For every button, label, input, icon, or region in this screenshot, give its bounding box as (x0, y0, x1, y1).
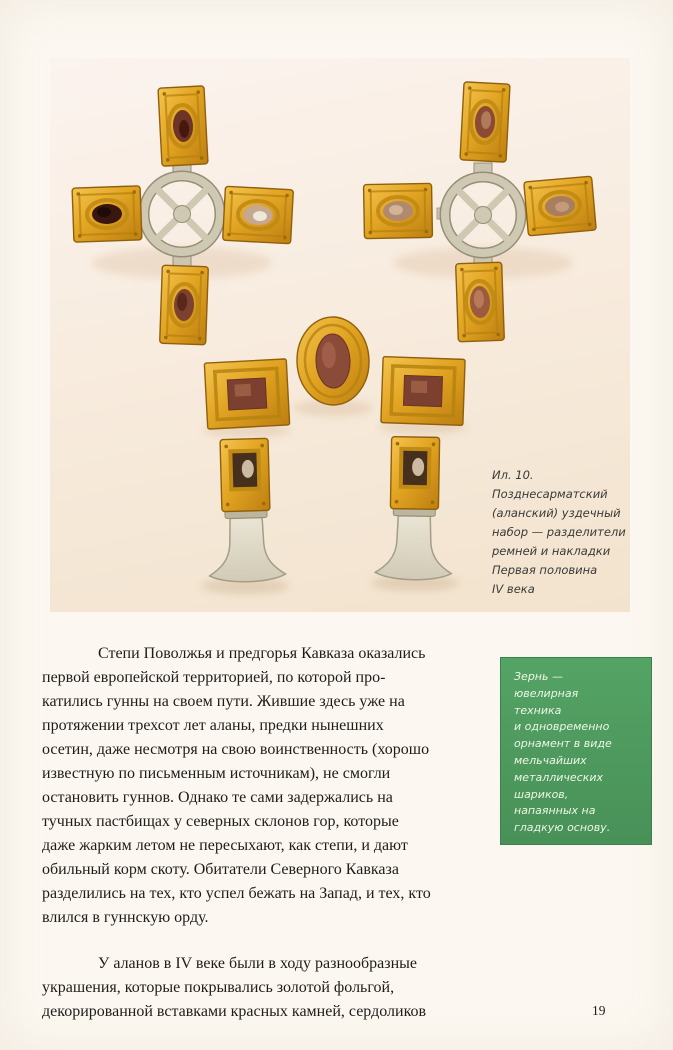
note-line: гладкую основу. (514, 821, 611, 835)
text-line: украшения, которые покрывались золотой фольгой, (42, 979, 395, 996)
note-line: ювелирная (514, 686, 579, 700)
text-line: первой европейской территорией, по которой про- (42, 669, 386, 686)
square-mount-left (203, 359, 291, 438)
figure-caption-line: Позднесарматский (492, 487, 608, 501)
plaque-left-right-cross (364, 183, 433, 238)
note-line: напаянных на (514, 804, 596, 818)
plaque-bottom-right-cross (456, 262, 505, 342)
paragraph-2 (42, 952, 488, 1024)
figure-caption-line: набор — разделители (492, 525, 626, 539)
note-line: Зернь — (514, 670, 563, 683)
text-line: Степи Поволжья и предгорья Кавказа оказались (98, 645, 426, 662)
text-line: тучных пастбищах у северных склонов гор, которые (42, 813, 399, 830)
plaque-top-right-cross (460, 82, 510, 162)
figure-caption-line: Ил. 10. (492, 468, 534, 482)
text-line: влился в гуннскую орду. (42, 909, 209, 926)
note-line: мельчайших (514, 753, 587, 767)
plaque-right-right-cross (524, 176, 596, 236)
text-line: декорированной вставками красных камней, сердоликов (42, 1003, 427, 1020)
figure-caption-line: ремней и накладки (492, 544, 611, 558)
plaque-bottom-left-cross (160, 265, 209, 345)
strap-end-right (371, 436, 459, 591)
strap-end-left (201, 438, 289, 594)
paragraph-1 (42, 642, 488, 930)
body-text (42, 642, 488, 1024)
text-line: У аланов в IV веке были в ходу разнообразные (98, 955, 417, 972)
plaque-right-left-cross (223, 186, 294, 243)
plaque-left-left-cross (72, 186, 142, 242)
figure-caption-line: (аланский) уздечный (492, 506, 621, 520)
text-line: разделились на тех, кто успел бежать на Запад, и тех, кто (42, 885, 431, 902)
figure-caption-line: Первая половина (492, 563, 598, 577)
note-line: орнамент в виде (514, 737, 612, 751)
text-line: катились гунны на своем пути. Жившие здесь уже на (42, 693, 405, 710)
note-line: и одновременно (514, 720, 610, 734)
sidebar-note-zern (500, 657, 652, 845)
text-line: обильный корм скоту. Обитатели Северного Кавказа (42, 861, 399, 878)
text-line: остановить гуннов. Однако те сами задержались на (42, 789, 393, 806)
note-line: металлических (514, 770, 604, 784)
figure-caption (492, 466, 642, 599)
bridle-divider-left (72, 86, 293, 345)
figure-photo (50, 58, 630, 612)
text-line: даже жарким летом не пересыхают, как степи, и дают (42, 837, 408, 854)
text-line: протяжении трехсот лет аланы, предки нынешних (42, 717, 384, 734)
bridle-divider-right (364, 82, 597, 342)
text-line: осетин, даже несмотря на свою воинственность (хорошо (42, 741, 430, 758)
note-line: техника (514, 703, 562, 717)
text-line: известную по письменным источникам), не смогли (42, 765, 391, 782)
plaque-top-left-cross (158, 86, 208, 166)
note-line: шариков, (514, 787, 569, 801)
page-number: 19 (592, 1003, 606, 1018)
figure-caption-line: IV века (492, 582, 535, 596)
oval-mount (293, 316, 373, 417)
square-mount-right (379, 357, 467, 435)
